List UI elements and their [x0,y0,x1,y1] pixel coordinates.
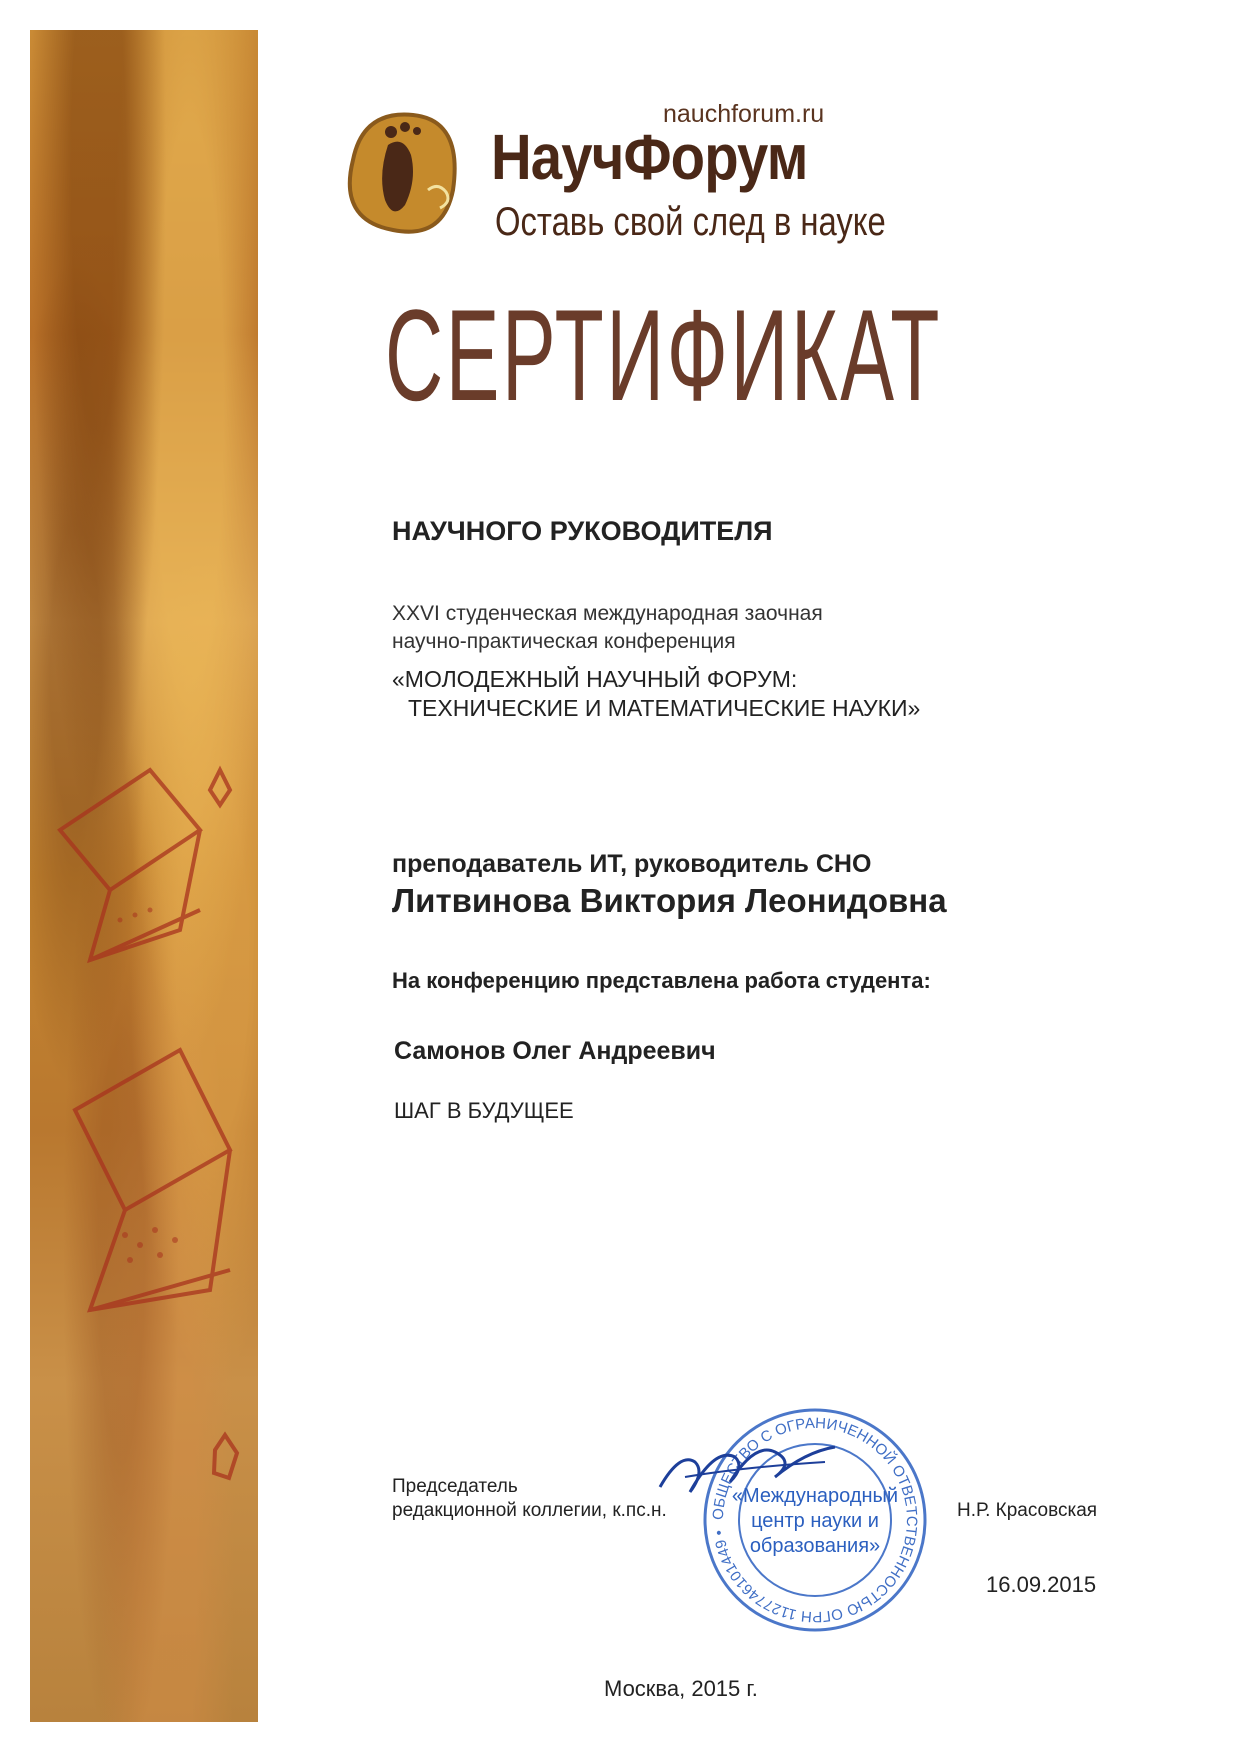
stamp-line-3: образования» [749,1535,881,1557]
logo-name: НаучФорум [491,121,808,193]
recipient-role: НАУЧНОГО РУКОВОДИТЕЛЯ [392,516,773,546]
issue-date: 16.09.2015 [986,1572,1097,1597]
conference-line-2: научно-практическая конференция [392,630,736,653]
certificate-title: СЕРТИФИКАТ [385,282,942,428]
recipient-position: преподаватель ИТ, руководитель СНО [392,850,872,878]
signatory-role-line-1: Председатель [392,1476,518,1497]
conference-name-line-1: «МОЛОДЕЖНЫЙ НАУЧНЫЙ ФОРУМ: [392,666,798,692]
stamp-line-2: центр науки и [751,1510,879,1532]
signatory-role-line-2: редакционной коллегии, к.пс.н. [392,1500,667,1521]
recipient-name: Литвинова Виктория Леонидовна [392,882,947,919]
work-title: ШАГ В БУДУЩЕЕ [394,1098,574,1123]
stamp-ring-text: ОБЩЕСТВО С ОГРАНИЧЕННОЙ ОТВЕТСТВЕННОСТЬЮ ОГРН 1127746101449 • [709,1414,921,1626]
decorative-side-strip [30,30,258,1722]
city-year: Москва, 2015 г. [604,1676,758,1701]
footprint-logo-icon [333,100,473,250]
logo-slogan: Оставь свой след в науке [495,200,886,244]
presented-label: На конференцию представлена работа студента: [392,968,931,993]
logo [333,100,983,250]
logo-url: nauchforum.ru [663,100,825,128]
student-name: Самонов Олег Андреевич [394,1037,716,1065]
rock-art-illustration [30,30,258,1722]
stamp-line-1: «Международный [731,1485,899,1507]
conference-name-line-2: ТЕХНИЧЕСКИЕ И МАТЕМАТИЧЕСКИЕ НАУКИ» [408,695,921,721]
handwritten-signature [655,1432,840,1502]
signatory-name: Н.Р. Красовская [957,1500,1098,1521]
conference-line-1: XXVI студенческая международная заочная [392,602,823,625]
